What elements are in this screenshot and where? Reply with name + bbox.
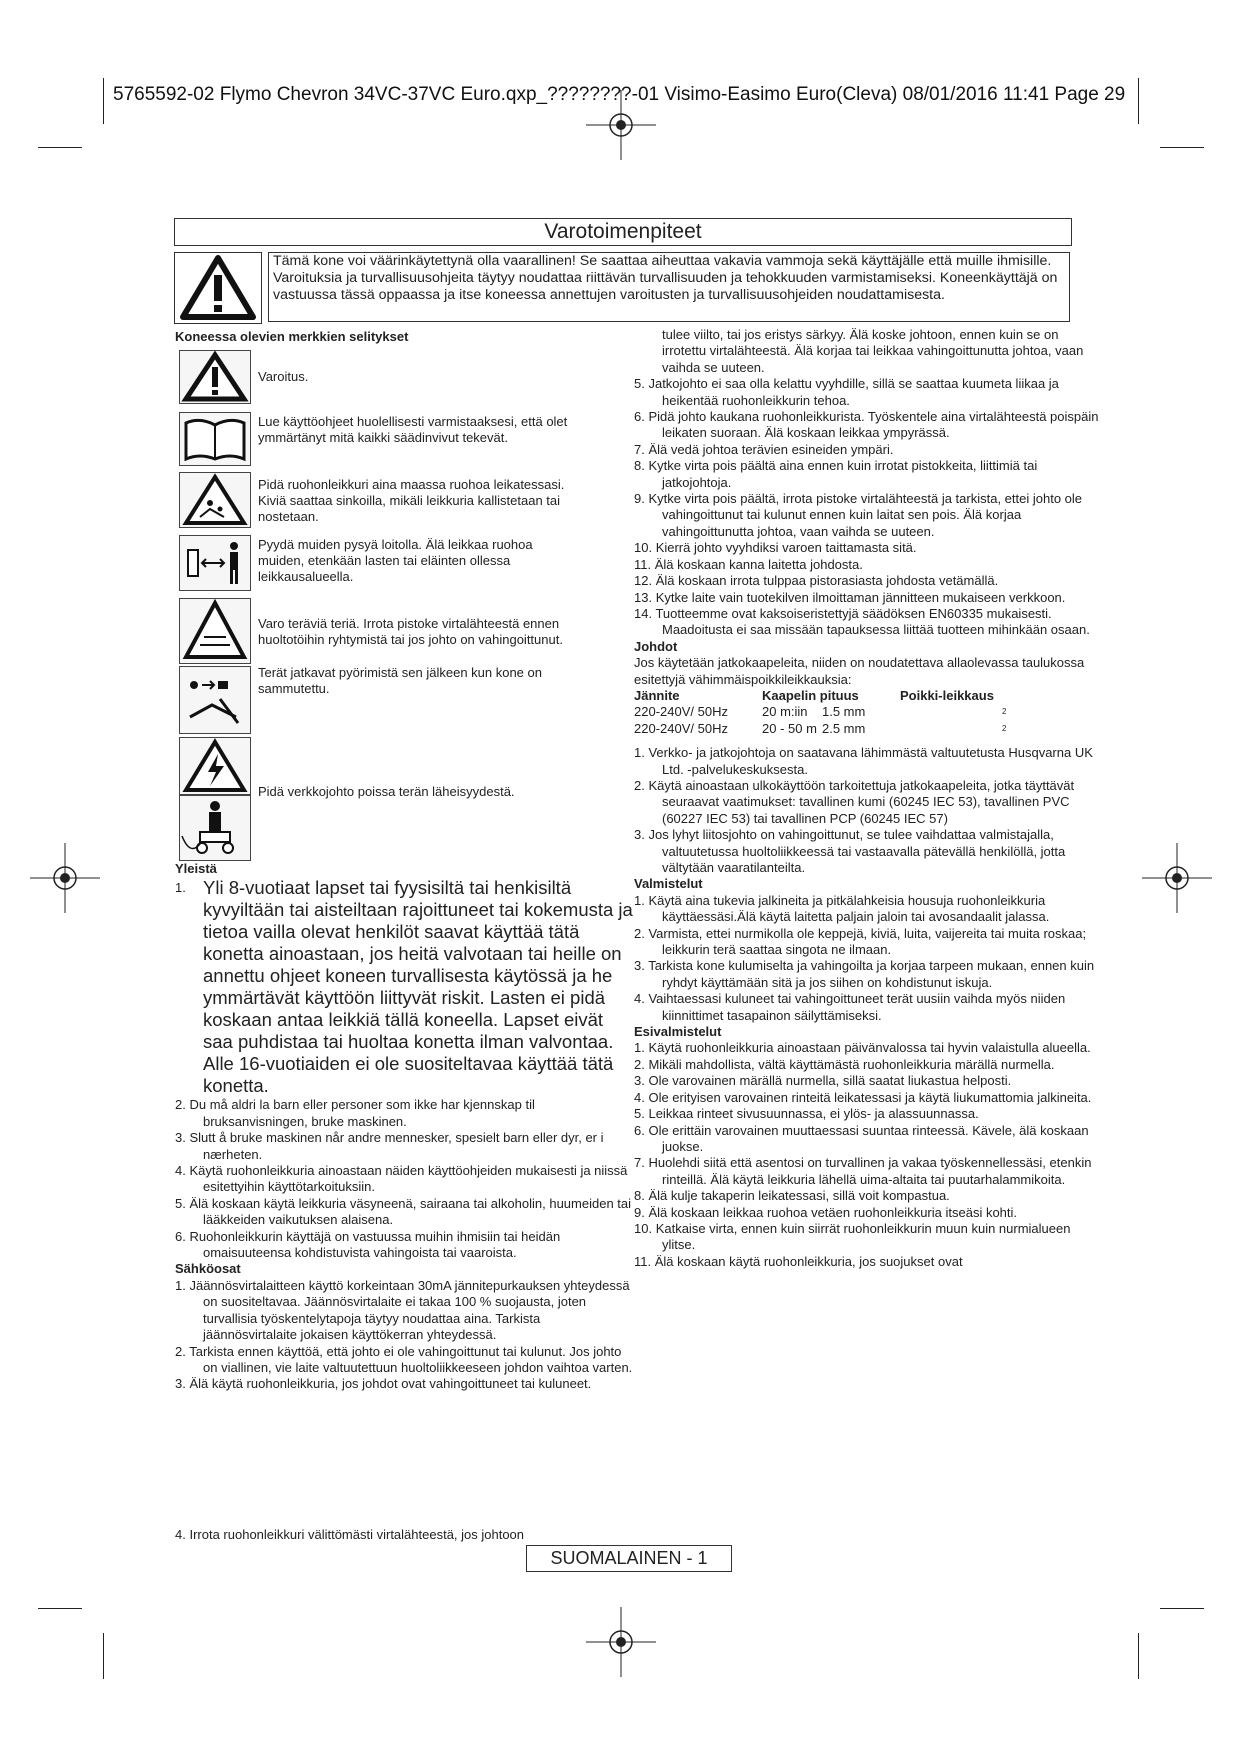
- list-item: 1. Jäännösvirtalaitteen käyttö korkeintaan 30mA jännitepurkauksen yhteydessä on suositeltavaa. Jäännösvirtalaite ei takaa 100 % suojausta, joten turvallisia työskentelytapoja täytyy noudattaa aina. Tarkista jäännösvirtalaite jokaisen käyttökerran yhteydessä.: [175, 1277, 630, 1343]
- crop-mark: [1160, 1608, 1204, 1609]
- list-item: 5. Leikkaa rinteet sivusuunnassa, ei ylös- ja alassuunnassa.: [634, 1106, 979, 1122]
- crop-mark: [103, 1633, 104, 1679]
- registration-mark-icon: [586, 1607, 656, 1677]
- symbols-heading: Koneessa olevien merkkien selitykset: [175, 329, 409, 344]
- electric-shock-icon: [179, 737, 251, 795]
- cable-away-icon: [179, 795, 251, 861]
- symbol-label: Pidä verkkojohto poissa terän läheisyydestä.: [258, 784, 515, 799]
- symbol-label: Varo teräviä teriä. Irrota pistoke virtalähteestä ennen huoltotöihin ryhtymistä tai jos johto on vahingoittunut.: [258, 616, 563, 647]
- sharp-blades-icon: [179, 598, 251, 664]
- list-item: 3. Ole varovainen märällä nurmella, sillä saatat liukastua helposti.: [634, 1073, 1012, 1089]
- list-item: 2. Du må aldri la barn eller personer som ikke har kjennskap til bruksanvisningen, bruke maskinen.: [175, 1097, 535, 1129]
- list-item: 4. Vaihtaessasi kuluneet tai vahingoittuneet terät uusiin vaihda myös niiden kiinnittimet tasapainon säilyttämiseksi.: [634, 991, 1066, 1023]
- list-item: 2. Tarkista ennen käyttöä, että johto ei ole vahingoittunut tai kulunut. Jos johto on viallinen, vie laite valtuutettuun huoltoliikkeeseen johdon vaihtoa varten.: [175, 1343, 633, 1375]
- list-item: 3. Jos lyhyt liitosjohto on vahingoittunut, se tulee vaihdattaa valmistajalla, valtuutetussa huoltoliikkeessä tai vastaavalla pätevällä henkilöllä, jotta vältytään vaaratilanteilta.: [634, 827, 1066, 875]
- list-item: 7. Älä vedä johtoa terävien esineiden ympäri.: [634, 441, 894, 457]
- table-row: 220-240V/ 50Hz 20 m:iin 1.5 mm 2: [634, 704, 1007, 720]
- general-item-1: Yli 8-vuotiaat lapset tai fyysisiltä tai henkisiltä kyvyiltään tai aisteiltaan rajoittuneet tai kokemusta ja tietoa vailla olevat henkilöt saavat käyttää tätä konetta ainoastaan, jos heitä valvotaan tai heille on annettu ohjeet koneen turvallisesta käytössä ja he ymmärtävät käyttöön liittyvät riskit. Lasten ei pidä koskaan antaa leikkiä tällä koneella. Lapset eivät saa puhdistaa tai huoltaa konetta ilman valvontaa.: [203, 877, 633, 1053]
- list-item: 5. Jatkojohto ei saa olla kelattu vyyhdille, sillä se saattaa kuumeta liikaa ja heikentää ruohonleikkurin tehoa.: [634, 376, 1059, 408]
- list-item: 4. Käytä ruohonleikkuria ainoastaan näiden käyttöohjeiden mukaisesti ja niissä esitettyihin käyttötarkoituksiin.: [175, 1163, 628, 1195]
- registration-mark-icon: [1142, 843, 1212, 913]
- list-item: 4. Irrota ruohonleikkuri välittömästi virtalähteestä, jos johtoon: [175, 1527, 525, 1542]
- list-item: 9. Kytke virta pois päältä, irrota pistoke virtalähteestä ja tarkista, ettei johto ole vahingoittunut tai kulunut ennen kuin laitat sen pois. Älä korjaa vahingoittunutta johtoa, vaan vaihda se uuteen.: [634, 491, 1083, 539]
- list-item: 1. Käytä aina tukevia jalkineita ja pitkälahkeisia housuja ruohonleikkuria käyttäessäsi.Älä käytä laitetta paljain jaloin tai avosandaalit jalassa.: [634, 892, 1050, 925]
- list-item: 10. Katkaise virta, ennen kuin siirrät ruohonleikkurin muun kuin nurmialueen ylitse.: [634, 1220, 1071, 1253]
- precautions-heading: Esivalmistelut: [634, 1024, 722, 1040]
- symbol-label: Pidä ruohonleikkuri aina maassa ruohoa leikatessasi. Kiviä saattaa sinkoilla, mikäli leikkuria kallistetaan tai nostetaan.: [258, 477, 565, 524]
- table-row: 220-240V/ 50Hz 20 - 50 m 2.5 mm 2: [634, 720, 1007, 736]
- crop-mark: [1138, 78, 1139, 124]
- list-item: 5. Älä koskaan käytä leikkuria väsyneenä, sairaana tai alkoholin, huumeiden tai lääkkeiden vaikutuksen alaisena.: [175, 1195, 632, 1228]
- general-heading: Yleistä: [175, 861, 217, 876]
- prep-heading: Valmistelut: [634, 876, 703, 892]
- general-item-1b: Alle 16-vuotiaiden ei ole suositeltavaa käyttää tätä konetta.: [203, 1053, 614, 1097]
- list-item: 6. Ole erittäin varovainen muuttaessasi suuntaa rinteessä. Kävele, älä koskaan juokse.: [634, 1122, 1089, 1154]
- warning-intro: Tämä kone voi väärinkäytettynä olla vaarallinen! Se saattaa aiheuttaa vakavia vammoja sekä käyttäjälle että muille ihmisille. Varoituksia ja turvallisuusohjeita täytyy noudattaa riittävän turvallisuuden ja tehokkuuden varmistamiseksi. Koneenkäyttäjä on vastuussa tässä oppaassa ja itse koneessa annettujen varoitusten ja turvallisuusohjeiden noudattamisesta.: [268, 252, 1070, 322]
- manual-book-icon: [179, 412, 251, 466]
- crop-mark: [1138, 1633, 1139, 1679]
- crop-mark: [38, 1608, 82, 1609]
- list-item: 2. Varmista, ettei nurmikolla ole keppejä, kiviä, luita, vaijereita tai muita roskaa; leikkurin terä saattaa singota ne ilmaan.: [634, 925, 1087, 958]
- symbol-label: Terät jatkavat pyörimistä sen jälkeen kun kone on sammutettu.: [258, 665, 542, 696]
- list-item: 2. Mikäli mahdollista, vältä käyttämästä ruohonleikkuria märällä nurmella.: [634, 1056, 1055, 1072]
- page-footer: SUOMALAINEN - 1: [526, 1545, 732, 1572]
- list-item: 11. Älä koskaan käytä ruohonleikkuria, jos suojukset ovat: [634, 1253, 963, 1269]
- list-item: 14. Tuotteemme ovat kaksoiseristettyjä säädöksen EN60335 mukaisesti. Maadoitusta ei saa missään tapauksessa liittää tuotteen mihinkään osaan.: [634, 605, 1090, 638]
- cables-heading: Johdot: [634, 638, 678, 654]
- file-slug: 5765592-02 Flymo Chevron 34VC-37VC Euro.qxp_????????-01 Visimo-Easimo Euro(Cleva) 08/01/2016 11:41 Page 29: [113, 84, 1126, 105]
- electrical-heading: Sähköosat: [175, 1261, 241, 1277]
- keep-distance-icon: [179, 535, 251, 591]
- list-item: 8. Älä kulje takaperin leikatessasi, sillä voit kompastua.: [634, 1188, 950, 1204]
- list-item: 1. Verkko- ja jatkojohtoja on saatavana lähimmästä valtuutetusta Husqvarna UK Ltd. -palvelukeskuksesta.: [634, 745, 1093, 777]
- cable-table-header: Jännite Kaapelin pituus Poikki-leikkaus: [634, 687, 994, 703]
- list-item: 12. Älä koskaan irrota tulppaa pistorasiasta johdosta vetämällä.: [634, 573, 999, 589]
- crop-mark: [38, 147, 82, 148]
- list-item: 7. Huolehdi siitä että asentosi on turvallinen ja vakaa työskennellessäsi, etenkin rinteillä. Älä käytä leikkuria lähellä uima-altaita tai puutarhalammikoita.: [634, 1155, 1092, 1187]
- crop-mark: [103, 78, 104, 124]
- cables-text: Jos käytetään jatkokaapeleita, niiden on noudatettava allaolevassa taulukossa esitettyjä vähimmäispoikkileikkauksia:: [634, 655, 1085, 687]
- list-item: 3. Tarkista kone kulumiselta ja vahingoilta ja korjaa tarpeen mukaan, ennen kuin ryhdyt käyttämään sitä ja jos siihen on kohdistunut iskuja.: [634, 958, 1095, 990]
- list-item: 10. Kierrä johto vyyhdiksi varoen taittamasta sitä.: [634, 540, 917, 556]
- list-item: 3. Slutt å bruke maskinen når andre mennesker, spesielt barn eller dyr, er i nærheten.: [175, 1130, 604, 1162]
- crop-mark: [1160, 147, 1204, 148]
- warning-box-icon: [174, 252, 262, 324]
- list-item: 4. Ole erityisen varovainen rinteitä leikatessasi ja käytä liukumattomia jalkineita.: [634, 1089, 1092, 1105]
- list-item: 2. Käytä ainoastaan ulkokäyttöön tarkoitettuja jatkokaapeleita, jotka täyttävät seuraavat vaatimukset: tavallinen kumi (60245 IEC 53), tavallinen PVC (60227 IEC 53) tai tavallinen PCP (60245 IEC 57): [634, 777, 1075, 826]
- list-item: 1. Käytä ruohonleikkuria ainoastaan päivänvalossa tai hyvin valaistulla alueella.: [634, 1040, 1091, 1056]
- page-title: Varotoimenpiteet: [174, 218, 1072, 246]
- flying-stones-icon: [179, 472, 251, 528]
- symbol-label: Lue käyttöohjeet huolellisesti varmistaaksesi, että olet ymmärtänyt mitä kaikki säädinvivut tekevät.: [258, 414, 568, 445]
- warning-triangle-icon: [179, 350, 251, 404]
- symbol-label: Pyydä muiden pysyä loitolla. Älä leikkaa ruohoa muiden, etenkään lasten tai eläinten ollessa leikkausalueella.: [258, 537, 533, 584]
- list-item-continued: tulee viilto, tai jos eristys särkyy. Älä koske johtoon, ennen kuin se on irrotettu virtalähteestä. Älä korjaa tai leikkaa vahingoittunutta johtoa, vaan vaihda se uuteen.: [662, 327, 1084, 375]
- list-item: 9. Älä koskaan leikkaa ruohoa vetäen ruohonleikkuria itseäsi kohti.: [634, 1204, 1018, 1220]
- list-item: 11. Älä koskaan kanna laitetta johdosta.: [634, 556, 863, 572]
- symbol-label: Varoitus.: [258, 369, 309, 384]
- blade-rotation-icon: [179, 666, 251, 734]
- list-item: 6. Pidä johto kaukana ruohonleikkurista. Työskentele aina virtalähteestä poispäin leikaten suoraan. Älä koskaan leikkaa ympyrässä.: [634, 409, 1099, 441]
- list-item: 8. Kytke virta pois päältä aina ennen kuin irrotat pistokkeita, liittimiä tai jatkojohtoja.: [634, 458, 1038, 490]
- list-item: 6. Ruohonleikkurin käyttäjä on vastuussa muihin ihmisiin tai heidän omaisuuteensa kohdistuvista vahingoista tai vaaroista.: [175, 1228, 561, 1261]
- list-item: 3. Älä käytä ruohonleikkuria, jos johdot ovat vahingoittuneet tai kuluneet.: [175, 1376, 592, 1392]
- list-item: 13. Kytke laite vain tuotekilven ilmoittaman jännitteen mukaiseen verkkoon.: [634, 589, 1066, 605]
- registration-mark-icon: [30, 843, 100, 913]
